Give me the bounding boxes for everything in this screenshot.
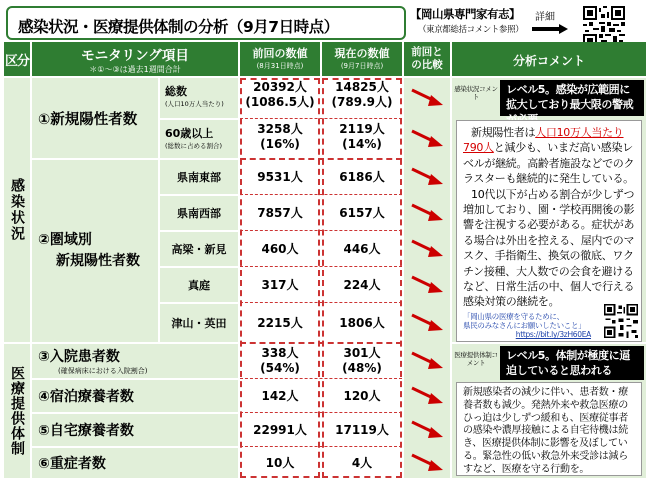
division-header: 区分 — [4, 42, 30, 76]
age60-label: 60歳以上 — [165, 127, 214, 140]
row-regional-label — [32, 160, 158, 342]
section-infection: 感染状況 — [4, 78, 30, 342]
region-southeast: 県南東部 — [160, 160, 238, 194]
compare-header: 前回との比較 — [404, 42, 450, 76]
southwest-prev: 7857人 — [257, 206, 303, 220]
decrease-arrow-icon — [410, 311, 444, 333]
decrease-arrow-icon — [410, 451, 444, 473]
severe-prev: 10人 — [265, 456, 295, 470]
total-label: 総数 — [165, 85, 187, 98]
hotel-curr: 120人 — [343, 389, 381, 403]
regional-label-2: 新規陽性者数 — [56, 253, 140, 269]
home-curr: 17119人 — [335, 423, 389, 437]
age60-curr: 2119人 (14%) — [339, 122, 385, 151]
prev-values-frame — [240, 78, 320, 478]
qr-code-icon[interactable] — [604, 304, 638, 338]
row-hotel-care-label: ④宿泊療養者数 — [32, 380, 238, 412]
org-note: （東京都総括コメント参照） — [418, 25, 524, 35]
decrease-arrow-icon — [410, 165, 444, 187]
infection-paragraph-2: 10代以下が占める割合が少しずつ増加しており、園・学校再開後の影響を注視する必要がある。症状がある場合は外出を控える、屋内でのマスク、手指衛生、換気の徹底、ワクチン接種、大人数での会食を避けるなど、日常生活の中、個人で行える感染対策の継続を。 — [463, 187, 635, 309]
total-curr: 14825人 (789.9人) — [331, 80, 393, 109]
decrease-arrow-icon — [410, 86, 444, 108]
decrease-arrow-icon — [410, 418, 444, 440]
hotel-prev: 142人 — [261, 389, 299, 403]
takahashi-prev: 460人 — [261, 242, 299, 256]
inpatients-curr: 301人 (48%) — [342, 346, 382, 375]
infection-tag: 感染状況コメント — [454, 85, 498, 101]
analysis-header: 分析コメント — [452, 42, 646, 76]
decrease-arrow-icon — [410, 127, 444, 149]
infection-level: レベル5。感染が広範囲に拡大しており最大限の警戒 — [500, 80, 644, 116]
severe-curr: 4人 — [351, 456, 373, 470]
medical-tag: 医療提供体制コメント — [454, 351, 498, 367]
row-total-sublabel — [160, 78, 238, 118]
decrease-arrow-icon — [410, 273, 444, 295]
row-home-care-label: ⑤自宅療養者数 — [32, 414, 238, 446]
detail-label[interactable]: 詳細 — [535, 12, 555, 23]
org-name: 【岡山県専門家有志】 — [410, 7, 520, 21]
tsuyama-curr: 1806人 — [339, 316, 385, 330]
infection-paragraph-1: 新規陽性者は人口10万人当たり790人と減少も、いまだ高い感染レベルが継続。高齢者施設などでのクラスターも継続的に発生している。 — [463, 126, 635, 186]
page-title: 感染状況・医療提供体制の分析（9月7日時点） — [6, 6, 406, 40]
curr-values-frame — [322, 78, 402, 478]
curr-header-label: 現在の数値 — [334, 47, 390, 60]
tsuyama-prev: 2215人 — [257, 316, 303, 330]
row-new-positives-label: ①新規陽性者数 — [32, 78, 158, 158]
guidance-link[interactable]: 「岡山県の医療を守るために、 県民のみなさんにお願いしたいこと」 https://bit.ly/3zH60EA — [463, 311, 591, 340]
decrease-arrow-icon — [410, 201, 444, 223]
inpatients-prev: 338人 (54%) — [260, 346, 300, 375]
home-prev: 22991人 — [253, 423, 307, 437]
southeast-curr: 6186人 — [339, 170, 385, 184]
row-severe-label: ⑥重症者数 — [32, 448, 238, 478]
decrease-arrow-icon — [410, 349, 444, 371]
total-note: (人口10万人当たり) — [165, 100, 224, 108]
item-header-note: ＊①～③は過去1週間合計 — [89, 65, 181, 74]
region-takahashi-niimi: 高梁・新見 — [160, 232, 238, 266]
southwest-curr: 6157人 — [339, 206, 385, 220]
medical-comment: 新規感染者の減少に伴い、患者数・療養者数も減少。発熱外来や救急医療のひっ迫は少しずつ緩和も、医療従事者の感染や濃厚接触による自宅待機は続き、医療提供体制に影響を及ぼしている。緊急性の低い救急外来受診は減らすなど、医療を守る行動を。 — [456, 382, 642, 476]
inpatients-label: ③入院患者数 — [38, 349, 120, 365]
southeast-prev: 9531人 — [257, 170, 303, 184]
age60-note: (総数に占める割合) — [165, 142, 223, 150]
prev-header-date: (8月31日時点) — [256, 62, 304, 70]
age60-prev: 3258人 (16%) — [257, 122, 303, 151]
total-prev: 20392人 (1086.5人) — [245, 80, 315, 109]
prev-header-label: 前回の数値 — [252, 47, 308, 60]
row-60plus-sublabel — [160, 120, 238, 158]
decrease-arrow-icon — [410, 384, 444, 406]
medical-level: レベル5。体制が極度に逼迫していると思われる — [500, 346, 644, 380]
curr-header — [322, 42, 402, 76]
maniwa-curr: 224人 — [343, 278, 381, 292]
region-southwest: 県南西部 — [160, 196, 238, 230]
region-maniwa: 真庭 — [160, 268, 238, 302]
section-medical: 医療提供体制 — [4, 344, 30, 478]
item-header-label: モニタリング項目 — [81, 48, 189, 64]
row-inpatients — [32, 344, 238, 378]
arrow-right-icon — [532, 24, 568, 34]
prev-header — [240, 42, 320, 76]
item-header — [32, 42, 238, 76]
decrease-arrow-icon — [410, 237, 444, 259]
region-tsuyama-aida: 津山・英田 — [160, 304, 238, 342]
curr-header-date: (9月7日時点) — [340, 62, 384, 70]
maniwa-prev: 317人 — [261, 278, 299, 292]
takahashi-curr: 446人 — [343, 242, 381, 256]
inpatients-note: (確保病床における入院割合) — [58, 367, 148, 375]
regional-label-1: ②圏域別 — [38, 232, 92, 248]
